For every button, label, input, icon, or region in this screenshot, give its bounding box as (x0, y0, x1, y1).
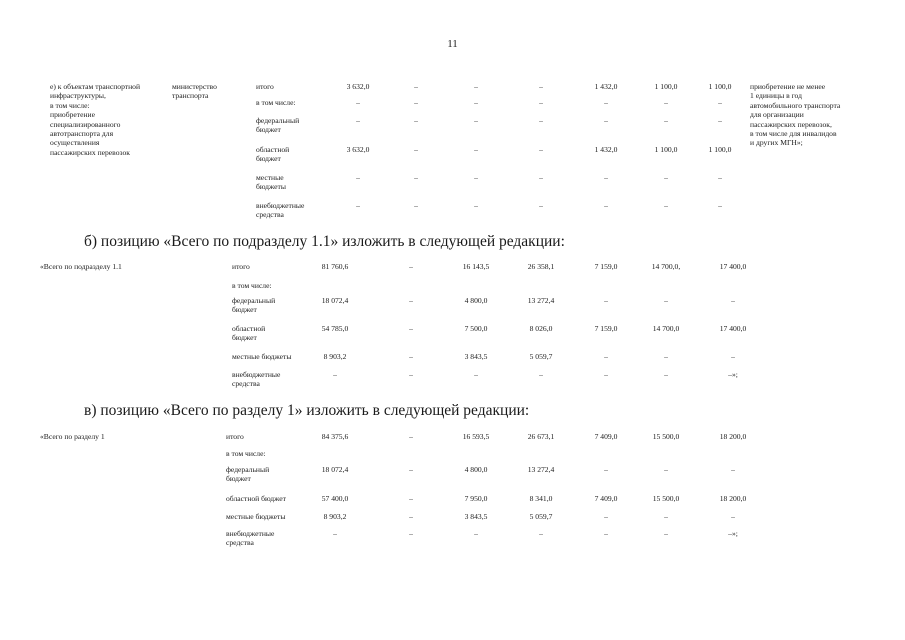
value-cell: 3 843,5 (464, 352, 488, 361)
value-cell: 1 100,0 (654, 82, 678, 91)
value-cell: 18 072,4 (321, 296, 349, 305)
value-cell: – (474, 370, 478, 379)
value-cell: – (333, 529, 337, 538)
value-cell: – (604, 370, 608, 379)
value-cell: 1 432,0 (594, 82, 618, 91)
value-cell: – (731, 352, 735, 361)
value-cell: 7 409,0 (594, 494, 618, 503)
row-label: федеральный бюджет (256, 116, 300, 135)
value-cell: – (414, 116, 418, 125)
value-cell: – (539, 529, 543, 538)
row-label: итого (256, 82, 274, 91)
value-cell: – (356, 116, 360, 125)
value-cell: 18 200,0 (719, 494, 747, 503)
value-cell: – (409, 432, 413, 441)
value-cell: 13 272,4 (527, 296, 555, 305)
row-label: областной бюджет (232, 324, 266, 343)
value-cell: – (414, 145, 418, 154)
value-cell: – (539, 82, 543, 91)
row-label: местные бюджеты (232, 352, 292, 361)
value-cell: – (604, 173, 608, 182)
value-cell: – (414, 173, 418, 182)
row-label: в том числе: (256, 98, 296, 107)
value-cell: 26 358,1 (527, 262, 555, 271)
value-cell: 3 843,5 (464, 512, 488, 521)
value-cell: – (664, 512, 668, 521)
value-cell: 8 341,0 (529, 494, 553, 503)
table-b-title: «Всего по подразделу 1.1 (40, 262, 122, 271)
value-cell: – (409, 370, 413, 379)
value-cell: 3 632,0 (346, 145, 370, 154)
value-cell: 1 100,0 (708, 82, 732, 91)
value-cell: – (731, 465, 735, 474)
value-cell: 1 100,0 (654, 145, 678, 154)
value-cell: – (409, 296, 413, 305)
value-cell: – (409, 262, 413, 271)
value-cell: 14 700,0 (652, 324, 680, 333)
value-cell: – (356, 173, 360, 182)
value-cell: – (664, 529, 668, 538)
value-cell: 13 272,4 (527, 465, 555, 474)
value-cell: – (539, 116, 543, 125)
value-cell: – (604, 529, 608, 538)
value-cell: – (604, 201, 608, 210)
value-cell: 16 593,5 (462, 432, 490, 441)
value-cell: – (539, 145, 543, 154)
value-cell: – (604, 116, 608, 125)
value-cell: 5 059,7 (529, 512, 553, 521)
value-cell: – (474, 173, 478, 182)
value-cell: – (356, 98, 360, 107)
row-label: местные бюджеты (226, 512, 286, 521)
value-cell: – (409, 324, 413, 333)
value-cell: – (718, 98, 722, 107)
value-cell: 8 903,2 (323, 352, 347, 361)
value-cell: – (333, 370, 337, 379)
value-cell: – (604, 352, 608, 361)
value-cell: 3 632,0 (346, 82, 370, 91)
value-cell: – (539, 98, 543, 107)
object-description: е) к объектам транспортной инфраструктуры, в том числе: приобретение специализированного автотранспорта для осуществления пассажирских перевозок (50, 82, 141, 157)
value-cell: 7 159,0 (594, 262, 618, 271)
row-label: в том числе: (232, 281, 272, 290)
value-cell: – (539, 370, 543, 379)
value-cell: 15 500,0 (652, 494, 680, 503)
value-cell: – (664, 201, 668, 210)
value-cell: – (356, 201, 360, 210)
value-cell: – (539, 173, 543, 182)
value-cell: 7 500,0 (464, 324, 488, 333)
value-cell: 57 400,0 (321, 494, 349, 503)
value-cell: 4 800,0 (464, 296, 488, 305)
page-number: 11 (447, 38, 458, 50)
value-cell: – (474, 201, 478, 210)
value-cell: – (604, 465, 608, 474)
value-cell: 26 673,1 (527, 432, 555, 441)
heading-b: б) позицию «Всего по подразделу 1.1» изложить в следующей редакции: (84, 233, 565, 250)
value-cell: – (604, 296, 608, 305)
value-cell: – (474, 98, 478, 107)
executor: министерство транспорта (172, 82, 217, 101)
row-label: внебюджетные средства (256, 201, 305, 220)
value-cell: – (604, 98, 608, 107)
value-cell: 18 200,0 (719, 432, 747, 441)
row-label: в том числе: (226, 449, 266, 458)
value-cell: 8 903,2 (323, 512, 347, 521)
row-label: итого (232, 262, 250, 271)
value-cell: – (664, 296, 668, 305)
value-cell: – (474, 82, 478, 91)
value-cell: – (664, 116, 668, 125)
value-cell: – (664, 370, 668, 379)
value-cell: – (664, 98, 668, 107)
value-cell: – (718, 173, 722, 182)
value-cell: – (474, 116, 478, 125)
value-cell: –»; (728, 529, 738, 538)
heading-c: в) позицию «Всего по разделу 1» изложить в следующей редакции: (84, 402, 530, 419)
row-label: внебюджетные средства (232, 370, 281, 389)
value-cell: – (409, 465, 413, 474)
value-cell: – (409, 529, 413, 538)
value-cell: 54 785,0 (321, 324, 349, 333)
row-label: местные бюджеты (256, 173, 286, 192)
row-label: федеральный бюджет (232, 296, 276, 315)
value-cell: 17 400,0 (719, 324, 747, 333)
value-cell: – (474, 529, 478, 538)
row-label: областной бюджет (226, 494, 286, 503)
value-cell: 4 800,0 (464, 465, 488, 474)
value-cell: 16 143,5 (462, 262, 490, 271)
value-cell: – (664, 173, 668, 182)
value-cell: – (414, 201, 418, 210)
value-cell: – (731, 296, 735, 305)
value-cell: – (409, 352, 413, 361)
value-cell: – (414, 82, 418, 91)
value-cell: 8 026,0 (529, 324, 553, 333)
table-c-title: «Всего по разделу 1 (40, 432, 105, 441)
value-cell: – (718, 116, 722, 125)
value-cell: 84 375,6 (321, 432, 349, 441)
value-cell: 18 072,4 (321, 465, 349, 474)
row-label: внебюджетные средства (226, 529, 275, 548)
value-cell: 5 059,7 (529, 352, 553, 361)
value-cell: 7 159,0 (594, 324, 618, 333)
value-cell: 7 409,0 (594, 432, 618, 441)
value-cell: – (409, 494, 413, 503)
value-cell: – (474, 145, 478, 154)
value-cell: 17 400,0 (719, 262, 747, 271)
value-cell: – (718, 201, 722, 210)
value-cell: 1 432,0 (594, 145, 618, 154)
value-cell: 14 700,0, (651, 262, 681, 271)
value-cell: 81 760,6 (321, 262, 349, 271)
value-cell: – (604, 512, 608, 521)
value-cell: 7 950,0 (464, 494, 488, 503)
row-label: итого (226, 432, 244, 441)
result-note: приобретение не менее 1 единицы в год автомобильного транспорта для организации пассажирских перевозок, в том числе для инвалидов и других МГН»; (750, 82, 841, 148)
value-cell: – (539, 201, 543, 210)
value-cell: – (409, 512, 413, 521)
value-cell: – (664, 352, 668, 361)
row-label: федеральный бюджет (226, 465, 270, 484)
value-cell: – (731, 512, 735, 521)
value-cell: –»; (728, 370, 738, 379)
value-cell: 1 100,0 (708, 145, 732, 154)
value-cell: – (414, 98, 418, 107)
value-cell: – (664, 465, 668, 474)
row-label: областной бюджет (256, 145, 290, 164)
value-cell: 15 500,0 (652, 432, 680, 441)
